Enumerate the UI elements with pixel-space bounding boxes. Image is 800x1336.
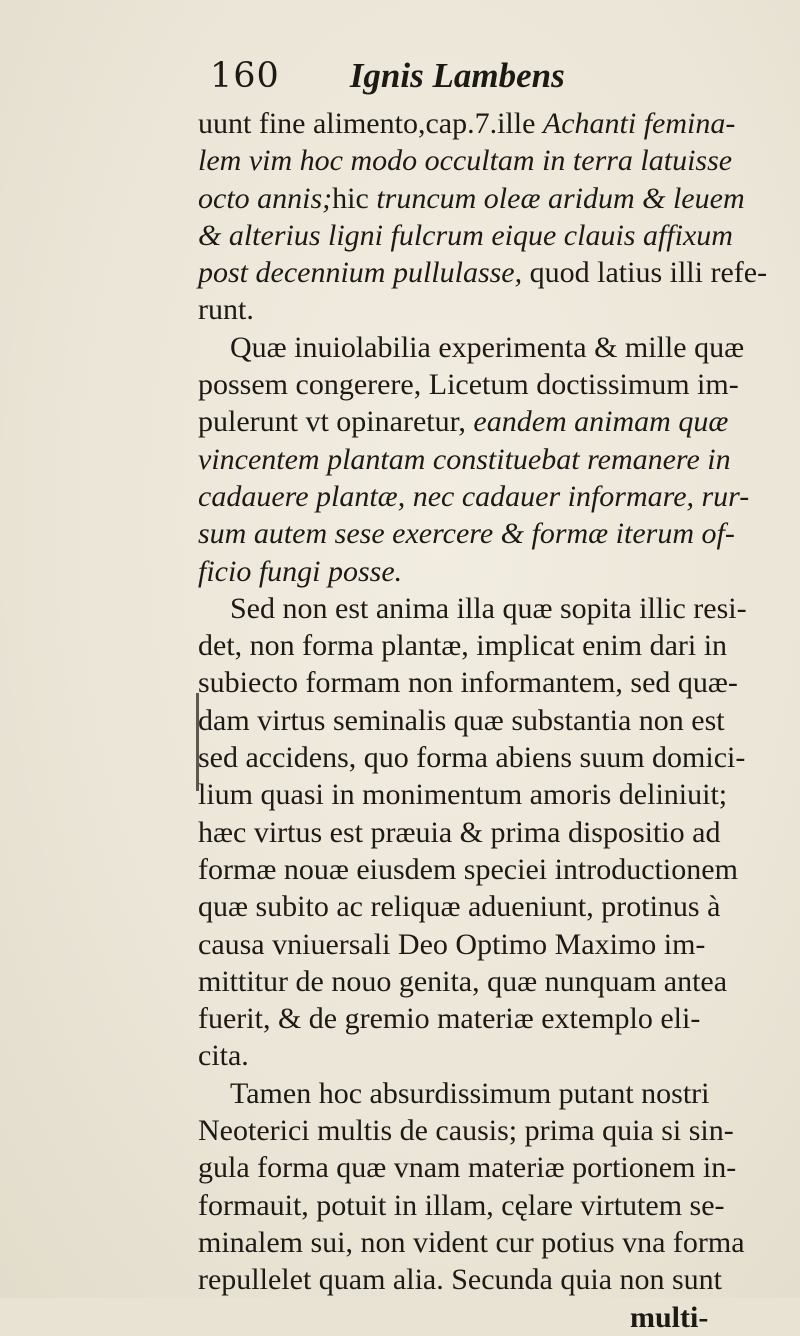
page-number: 160 — [210, 56, 280, 96]
running-title: Ignis Lambens — [349, 56, 565, 95]
text-segment: mittitur de nouo genita, quæ nunquam antea — [198, 964, 728, 998]
text-line — [198, 142, 798, 179]
text-segment: pulerunt vt opinaretur, — [198, 405, 474, 439]
text-line — [198, 702, 798, 739]
text-segment: ficio fungi posse. — [198, 554, 403, 588]
text-line — [198, 851, 798, 888]
text-segment: Neoterici multis de causis; prima quia si sin- — [198, 1114, 734, 1148]
text-line — [198, 515, 798, 552]
text-segment: cadauere plantæ, nec cadauer informare, rur- — [198, 479, 750, 513]
text-line — [198, 963, 798, 1000]
text-segment: sum autem sese exercere & formæ iterum of- — [198, 517, 735, 551]
text-line — [198, 1075, 798, 1112]
text-line — [198, 254, 798, 291]
text-line — [198, 776, 798, 813]
text-line — [198, 403, 798, 440]
text-line — [198, 814, 798, 851]
text-segment: det, non forma plantæ, implicat enim dari in — [198, 629, 728, 663]
text-line — [198, 441, 798, 478]
text-line — [198, 1149, 798, 1186]
text-segment: quæ subito ac reliquæ adueniunt, protinus à — [198, 890, 721, 924]
text-segment: lium quasi in monimentum amoris deliniuit; — [198, 778, 728, 812]
text-segment: formæ nouæ eiusdem speciei introductionem — [198, 852, 738, 886]
text-line — [198, 329, 798, 366]
text-segment: hic — [332, 181, 377, 215]
text-line — [198, 590, 798, 627]
text-line — [198, 1000, 798, 1037]
text-segment: lem vim hoc modo occultam in terra latuisse — [198, 144, 733, 178]
text-segment: formauit, potuit in illam, cęlare virtutem se- — [198, 1188, 725, 1222]
text-segment: Tamen hoc absurdissimum putant nostri — [230, 1076, 710, 1110]
text-segment: Sed non est anima illa quæ sopita illic resi- — [230, 591, 747, 625]
text-segment: vincentem plantam constituebat remanere in — [198, 442, 731, 476]
text-segment: dam virtus seminalis quæ substantia non est — [198, 703, 725, 737]
text-line — [198, 1224, 798, 1261]
text-line — [198, 1112, 798, 1149]
text-segment: quod latius illi refe- — [529, 256, 768, 290]
text-segment: Quæ inuiolabilia experimenta & mille quæ — [230, 330, 745, 364]
text-line — [198, 739, 798, 776]
page-header — [210, 52, 710, 100]
text-segment: post decennium pullulasse, — [198, 256, 530, 290]
text-line — [198, 291, 798, 328]
text-line — [198, 926, 798, 963]
text-segment: sed accidens, quo forma abiens suum domici- — [198, 741, 746, 775]
text-line — [198, 553, 798, 590]
text-segment: runt. — [198, 293, 254, 327]
text-segment: eandem animam quæ — [473, 405, 729, 439]
text-segment: uunt fine alimento,cap.7.ille — [198, 107, 543, 140]
text-line — [198, 105, 798, 142]
text-segment: gula forma quæ vnam materiæ portionem in- — [198, 1151, 737, 1185]
text-line — [198, 478, 798, 515]
text-segment: subiecto formam non informantem, sed quæ- — [198, 666, 738, 700]
text-line — [198, 366, 798, 403]
text-segment: repullelet quam alia. Secunda quia non sunt — [198, 1263, 723, 1297]
text-segment: truncum oleæ aridum & leuem — [376, 181, 745, 215]
text-segment: & alterius ligni fulcrum eique clauis affixum — [198, 218, 733, 252]
text-line — [198, 1037, 798, 1074]
catchword: multi- — [630, 1300, 709, 1334]
text-segment: minalem sui, non vident cur potius vna forma — [198, 1225, 745, 1259]
text-segment: hæc virtus est præuia & prima dispositio ad — [198, 815, 721, 849]
text-segment: octo annis; — [198, 181, 333, 215]
text-line — [198, 888, 798, 925]
text-line — [198, 627, 798, 664]
text-line — [198, 1187, 798, 1224]
text-line — [198, 1261, 798, 1298]
text-segment: Achanti femina- — [542, 107, 736, 140]
text-line — [198, 664, 798, 701]
text-line — [198, 217, 798, 254]
text-line — [198, 180, 798, 217]
text-body — [198, 105, 798, 1336]
text-segment: possem congerere, Licetum doctissimum im- — [198, 368, 739, 402]
text-segment: causa vniuersali Deo Optimo Maximo im- — [198, 927, 706, 961]
text-segment: fuerit, & de gremio materiæ extemplo eli- — [198, 1002, 701, 1036]
text-segment: cita. — [198, 1039, 249, 1073]
